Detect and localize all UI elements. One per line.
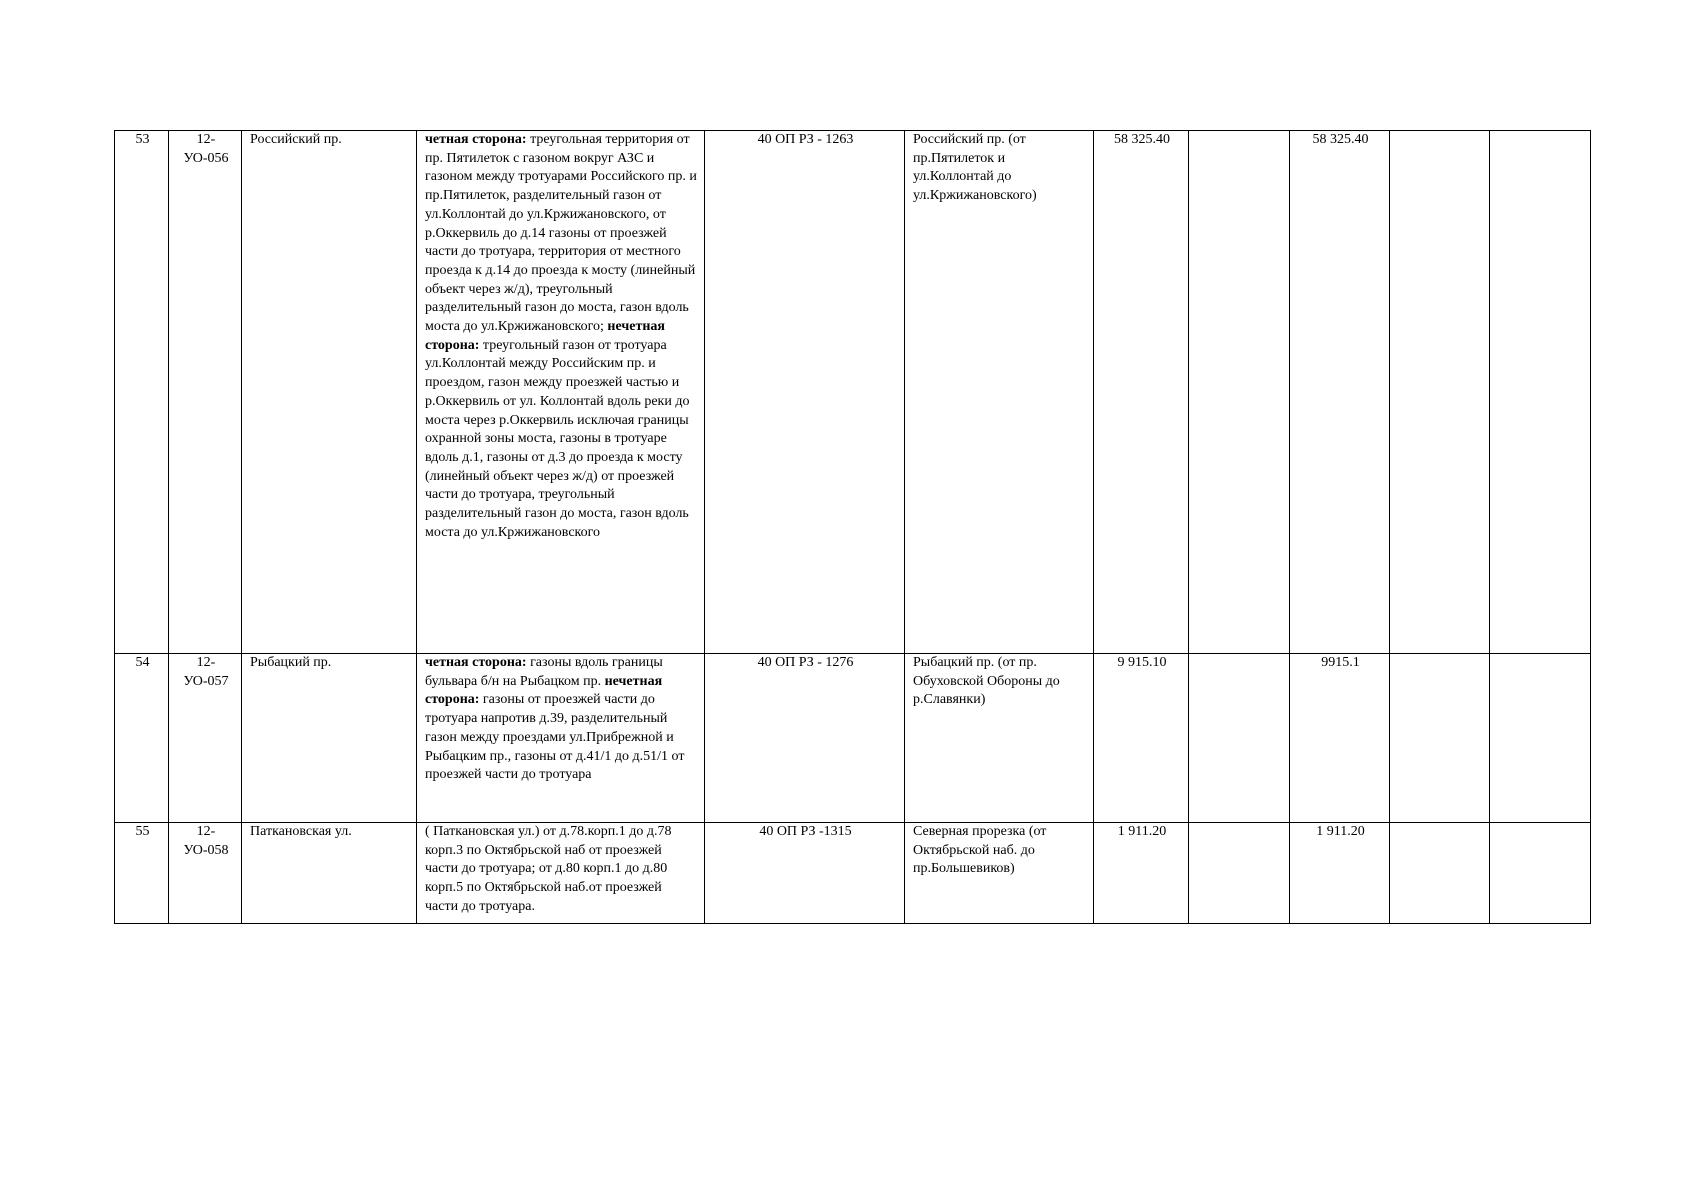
empty-cell bbox=[1189, 823, 1290, 924]
road-registry-code: 40 ОП РЗ - 1263 bbox=[705, 131, 905, 654]
area-value: 58 325.40 bbox=[1094, 131, 1189, 654]
registry-table bbox=[114, 130, 1591, 924]
object-code: 12-УО-057 bbox=[169, 654, 242, 823]
description-part: четная сторона: bbox=[425, 655, 527, 670]
road-registry-code: 40 ОП РЗ -1315 bbox=[705, 823, 905, 924]
area-total-value: 1 911.20 bbox=[1290, 823, 1390, 924]
area-total-value: 58 325.40 bbox=[1290, 131, 1390, 654]
description-part: газоны от проезжей части до тротуара напротив д.39, разделительный газон между проездами ул.Прибрежной и Рыбацким пр., газоны от д.41/1 до д.51/1 от проезжей части до тротуара bbox=[425, 692, 685, 783]
street-name: Российский пр. bbox=[242, 131, 417, 654]
territory-description bbox=[417, 131, 705, 654]
row-number: 53 bbox=[115, 131, 169, 654]
road-name: Российский пр. (от пр.Пятилеток и ул.Коллонтай до ул.Кржижановского) bbox=[905, 131, 1094, 654]
description-part: треугольный газон от тротуара ул.Коллонтай между Российским пр. и проездом, газон между проезжей частью и р.Оккервиль от ул. Коллонтай вдоль реки до моста через р.Оккервиль исключая границы охранной зоны моста, газоны в тротуаре вдоль д.1, газоны от д.3 до проезда к мосту (линейный объект через ж/д) от проезжей части до тротуара, треугольный разделительный газон до моста, газон вдоль моста до ул.Кржижановского bbox=[425, 337, 690, 540]
territory-description bbox=[417, 654, 705, 823]
table-row bbox=[115, 131, 1591, 654]
table-row bbox=[115, 823, 1591, 924]
empty-cell bbox=[1189, 131, 1290, 654]
area-value: 1 911.20 bbox=[1094, 823, 1189, 924]
description-part: треугольная территория от пр. Пятилеток с газоном вокруг АЗС и газоном между тротуарами Российского пр. и пр.Пятилеток, разделительный газон от ул.Коллонтай до ул.Кржижановского, от р.Оккервиль до д.14 газоны от проезжей части до тротуара, территория от местного проезда к д.14 до проезда к мосту (линейный объект через ж/д), треугольный разделительный газон до моста, газон вдоль моста до ул.Кржижановского; bbox=[425, 132, 697, 335]
empty-cell bbox=[1490, 131, 1591, 654]
empty-cell bbox=[1390, 823, 1490, 924]
object-code: 12-УО-056 bbox=[169, 131, 242, 654]
empty-cell bbox=[1490, 823, 1591, 924]
road-name: Рыбацкий пр. (от пр. Обуховской Обороны до р.Славянки) bbox=[905, 654, 1094, 823]
empty-cell bbox=[1390, 654, 1490, 823]
road-registry-code: 40 ОП РЗ - 1276 bbox=[705, 654, 905, 823]
area-value: 9 915.10 bbox=[1094, 654, 1189, 823]
description-part: нечетная сторона: bbox=[425, 673, 663, 708]
empty-cell bbox=[1390, 131, 1490, 654]
territory-description bbox=[417, 823, 705, 924]
empty-cell bbox=[1189, 654, 1290, 823]
description-part: четная сторона: bbox=[425, 132, 527, 147]
object-code: 12-УО-058 bbox=[169, 823, 242, 924]
row-number: 54 bbox=[115, 654, 169, 823]
row-number: 55 bbox=[115, 823, 169, 924]
street-name: Патканoвская ул. bbox=[242, 823, 417, 924]
description-part: ( Паткановская ул.) от д.78.корп.1 до д.78 корп.3 по Октябрьской наб от проезжей части до тротуара; от д.80 корп.1 до д.80 корп.5 по Октябрьской наб.от проезжей части до тротуара. bbox=[425, 824, 672, 914]
description-part: газоны вдоль границы бульвара б/н на Рыбацком пр. bbox=[425, 655, 663, 689]
street-name: Рыбацкий пр. bbox=[242, 654, 417, 823]
area-total-value: 9915.1 bbox=[1290, 654, 1390, 823]
road-name: Северная прорезка (от Октябрьской наб. до пр.Большевиков) bbox=[905, 823, 1094, 924]
description-part: нечетная сторона: bbox=[425, 319, 665, 353]
empty-cell bbox=[1490, 654, 1591, 823]
table-row bbox=[115, 654, 1591, 823]
